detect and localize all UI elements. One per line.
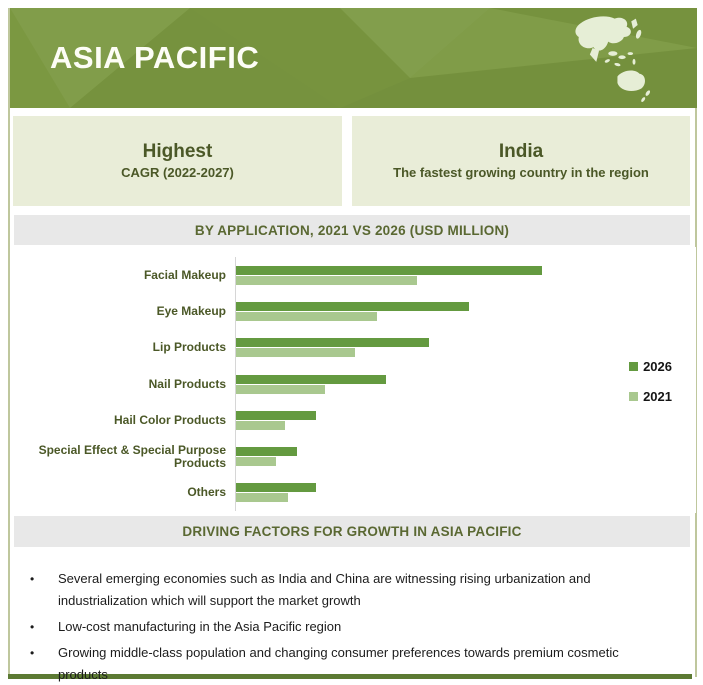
bar-2026 <box>236 447 297 456</box>
bar-2021 <box>236 348 355 357</box>
bar-chart <box>10 247 696 513</box>
chart-section-title: BY APPLICATION, 2021 VS 2026 (USD MILLION) <box>194 222 510 238</box>
bullet-marker: • <box>30 620 35 634</box>
chart-bar-group <box>235 293 696 329</box>
bar-2021 <box>236 421 285 430</box>
bar-2026 <box>236 338 429 347</box>
bar-2021 <box>236 385 325 394</box>
driving-section-title: DRIVING FACTORS FOR GROWTH IN ASIA PACIFIC <box>182 524 522 539</box>
chart-category-label: Hail Color Products <box>113 412 226 427</box>
bullet-marker: • <box>30 646 35 660</box>
chart-category-label: Eye Makeup <box>156 303 226 318</box>
chart-row <box>10 475 696 511</box>
chart-row <box>10 293 696 329</box>
info-box-subtitle: CAGR (2022-2027) <box>121 165 234 180</box>
chart-section-header <box>14 215 690 245</box>
chart-bar-group <box>235 366 696 402</box>
page-title: ASIA PACIFIC <box>50 40 260 75</box>
bullet-item: • Growing middle-class population and changing consumer preferences towards premium cosmetic products <box>30 642 670 685</box>
chart-bar-group <box>235 402 696 438</box>
chart-row <box>10 402 696 438</box>
chart-category-label: Others <box>187 485 226 500</box>
info-box-subtitle: The fastest growing country in the region <box>393 165 649 180</box>
bullet-marker: • <box>30 572 35 586</box>
info-box-title: Highest <box>142 141 213 162</box>
asia-pacific-map-icon <box>563 14 659 106</box>
legend-item-2021 <box>629 389 672 404</box>
chart-row <box>10 257 696 293</box>
bullet-item: • Several emerging economies such as India and China are witnessing rising urbanization and industrialization which will support the market growth <box>30 568 670 612</box>
chart-row <box>10 330 696 366</box>
chart-bar-group <box>235 257 696 293</box>
bar-2021 <box>236 457 276 466</box>
bar-2021 <box>236 493 288 502</box>
bar-2026 <box>236 483 316 492</box>
driving-section-header <box>14 516 690 547</box>
info-box-country <box>352 116 690 206</box>
bullet-item: • Low-cost manufacturing in the Asia Pacific region <box>30 616 670 638</box>
info-box-title: India <box>498 141 544 162</box>
bar-2026 <box>236 266 542 275</box>
driving-factors-list <box>30 568 670 685</box>
legend-label-2021: 2021 <box>643 389 672 404</box>
bar-2026 <box>236 302 469 311</box>
bar-2021 <box>236 312 377 321</box>
chart-row <box>10 366 696 402</box>
chart-legend <box>629 359 672 404</box>
region-header-banner <box>10 8 697 108</box>
legend-item-2026 <box>629 359 672 374</box>
chart-category-label: Special Effect & Special Purpose Products <box>38 442 226 470</box>
legend-swatch-2021 <box>629 392 638 401</box>
legend-label-2026: 2026 <box>643 359 672 374</box>
chart-category-label: Facial Makeup <box>143 267 226 282</box>
info-box-cagr <box>13 116 342 206</box>
chart-bar-group <box>235 438 696 474</box>
chart-category-label: Nail Products <box>148 376 226 391</box>
chart-rows <box>10 257 696 511</box>
chart-bar-group <box>235 475 696 511</box>
bar-2021 <box>236 276 417 285</box>
legend-swatch-2026 <box>629 362 638 371</box>
chart-category-label: Lip Products <box>152 340 226 355</box>
bar-2026 <box>236 375 386 384</box>
chart-row <box>10 438 696 474</box>
chart-bar-group <box>235 330 696 366</box>
bar-2026 <box>236 411 316 420</box>
